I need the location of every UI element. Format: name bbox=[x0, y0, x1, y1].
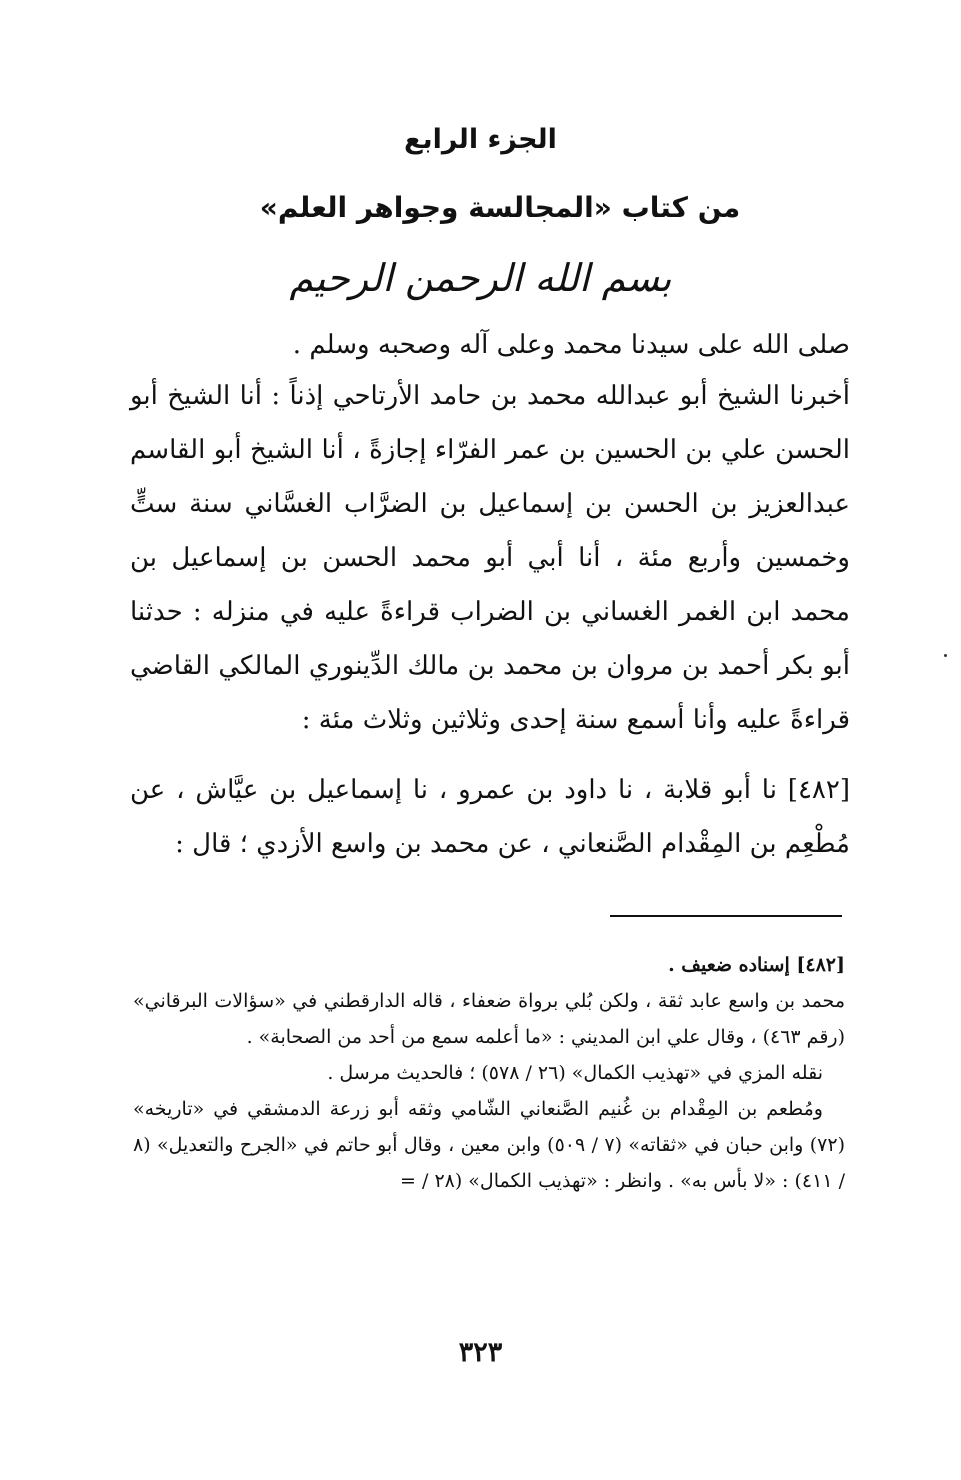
scan-speck bbox=[944, 654, 947, 657]
salutation: صلى الله على سيدنا محمد وعلى آله وصحبه وسلم . bbox=[292, 330, 850, 360]
part-title: الجزء الرابع bbox=[404, 124, 557, 155]
footnote-paragraph-2: نقله المزي في «تهذيب الكمال» (٢٦ / ٥٧٨) ؛ فالحديث مرسل . bbox=[327, 1062, 823, 1084]
footnote-separator bbox=[610, 915, 842, 917]
book-title: من كتاب «المجالسة وجواهر العلم» bbox=[259, 191, 741, 224]
footnote-paragraph-3: ومُطعم بن المِقْدام بن غُنيم الصَّنعاني الشّامي وثقه أبو زرعة الدمشقي في «تاريخه» (٧٢) وابن حبان في «ثقاته» (٧ / ٥٠٩) وابن معين ، وقال أبو حاتم في «الجرح والتعديل» (٨ / ٤١١) : «لا بأس به» . وانظر : «تهذيب الكمال» (٢٨ / = bbox=[133, 1098, 846, 1192]
footnote-heading: [٤٨٢] إسناده ضعيف . bbox=[668, 954, 845, 976]
hadith-482: [٤٨٢] نا أبو قلابة ، نا داود بن عمرو ، نا إسماعيل بن عيَّاش ، عن مُطْعِم بن المِقْدام الصَّنعاني ، عن محمد بن واسع الأزدي ؛ قال : bbox=[130, 775, 850, 859]
page-number: ٣٢٣ bbox=[458, 1337, 503, 1368]
isnad-paragraph: أخبرنا الشيخ أبو عبدالله محمد بن حامد الأرتاحي إذناً : أنا الشيخ أبو الحسن علي بن الحسين بن عمر الفرّاء إجازةً ، أنا الشيخ أبو القاسم عبدالعزيز بن الحسن بن إسماعيل بن الضرَّاب الغسَّاني سنة ستٍّ وخمسين وأربع مئة ، أنا أبي أبو محمد الحسن بن إسماعيل بن محمد ابن الغمر الغساني بن الضراب قراءةً عليه في منزله : حدثنا أبو بكر أحمد بن مروان بن محمد بن مالك الدِّينوري المالكي القاضي قراءةً عليه وأنا أسمع سنة إحدى وثلاثين وثلاث مئة : bbox=[130, 381, 850, 735]
basmala-calligraphy: بسم الله الرحمن الرحيم bbox=[289, 256, 672, 300]
footnotes bbox=[133, 947, 845, 1199]
footnote-paragraph-1: محمد بن واسع عابد ثقة ، ولكن بُلي برواة ضعفاء ، قاله الدارقطني في «سؤالات البرقاني» (رقم ٤٦٣) ، وقال علي ابن المديني : «ما أعلمه سمع من أحد من الصحابة» . bbox=[133, 990, 845, 1048]
